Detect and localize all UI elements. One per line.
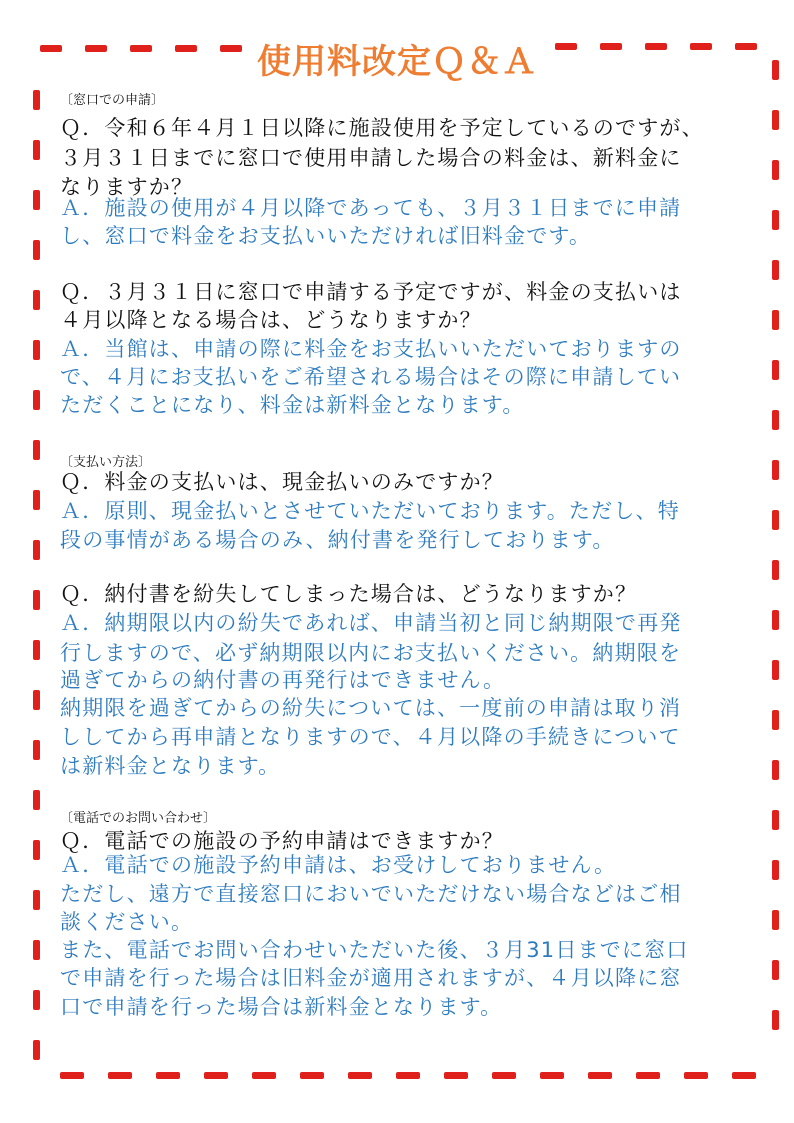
border-dash <box>33 190 40 210</box>
border-dash <box>772 360 779 380</box>
border-dash <box>156 1072 180 1079</box>
border-dash <box>772 810 779 830</box>
border-dash <box>772 560 779 580</box>
border-dash <box>772 260 779 280</box>
border-dash <box>772 410 779 430</box>
border-dash <box>33 690 40 710</box>
answer-line: Ａ．納期限以内の紛失であれば、申請当初と同じ納期限で再発 <box>60 611 682 635</box>
border-dash <box>636 1072 660 1079</box>
border-dash <box>772 660 779 680</box>
border-dash <box>348 1072 372 1079</box>
question-line: Ｑ．納付書を紛失してしまった場合は、どうなりますか？ <box>60 582 638 606</box>
answer-line: 口で申請を行った場合は新料金となります。 <box>60 995 503 1019</box>
question-line: Ｑ．令和６年４月１日以降に施設使用を予定しているのですが、 <box>60 116 704 140</box>
answer-line: ししてから再申請となりますので、４月以降の手続きについて <box>60 725 681 749</box>
page-title: 使用料改定Ｑ＆Ａ <box>257 42 537 82</box>
section-label: 〔支払い方法〕 <box>60 455 152 470</box>
border-dash <box>33 740 40 760</box>
border-dash <box>33 240 40 260</box>
border-dash <box>33 990 40 1010</box>
border-dash <box>772 310 779 330</box>
border-dash <box>33 540 40 560</box>
answer-line: Ａ．当館は、申請の際に料金をお支払いいただいておりますの <box>60 337 682 361</box>
answer-line: で申請を行った場合は旧料金が適用されますが、４月以降に窓 <box>60 966 682 990</box>
border-dash <box>108 1072 132 1079</box>
border-dash <box>588 1072 612 1079</box>
answer-line: ただし、遠方で直接窓口においでいただけない場合などはご相 <box>60 882 682 906</box>
border-dash <box>772 760 779 780</box>
border-dash <box>684 1072 708 1079</box>
border-dash <box>772 210 779 230</box>
border-dash <box>33 390 40 410</box>
border-dash <box>772 460 779 480</box>
question-line: ３月３１日までに窓口で使用申請した場合の料金は、新料金に <box>60 146 682 170</box>
answer-line: 行しますので、必ず納期限以内にお支払いください。納期限を <box>60 641 682 665</box>
border-dash <box>396 1072 420 1079</box>
border-dash <box>772 910 779 930</box>
answer-line: は新料金となります。 <box>60 754 281 778</box>
question-line: Ｑ．３月３１日に窓口で申請する予定ですが、料金の支払いは <box>60 280 682 304</box>
answer-line: で、４月にお支払いをご希望される場合はその際に申請してい <box>60 365 682 389</box>
answer-line: し、窓口で料金をお支払いいただければ旧料金です。 <box>60 224 592 248</box>
border-dash <box>772 860 779 880</box>
border-dash <box>252 1072 276 1079</box>
border-dash <box>204 1072 228 1079</box>
answer-line: 過ぎてからの納付書の再発行はできません。 <box>60 668 506 692</box>
answer-line: 談ください。 <box>60 910 194 934</box>
border-dash <box>33 140 40 160</box>
answer-line: Ａ．原則、現金払いとさせていただいております。ただし、特 <box>60 499 680 523</box>
border-dash <box>772 610 779 630</box>
border-dash <box>33 340 40 360</box>
border-dash <box>772 960 779 980</box>
answer-line: 納期限を過ぎてからの紛失については、一度前の申請は取り消 <box>60 696 682 720</box>
question-line: ４月以降となる場合は、どうなりますか？ <box>60 308 482 332</box>
question-line: なりますか？ <box>60 175 194 199</box>
border-dash <box>492 1072 516 1079</box>
question-line: Ｑ．料金の支払いは、現金払いのみですか？ <box>60 470 504 494</box>
answer-line: ただくことになり、料金は新料金となります。 <box>60 393 525 417</box>
section-label: 〔電話でのお問い合わせ〕 <box>60 811 217 826</box>
answer-line: Ａ．電話での施設予約申請は、お受けしておりません。 <box>60 853 617 877</box>
border-dash <box>33 790 40 810</box>
border-dash <box>33 290 40 310</box>
border-dash <box>33 590 40 610</box>
border-dash <box>33 890 40 910</box>
border-dash <box>33 90 40 110</box>
section-label: 〔窓口での申請〕 <box>60 93 165 108</box>
border-dash <box>60 1072 84 1079</box>
border-dash <box>772 160 779 180</box>
border-dash <box>772 1010 779 1030</box>
question-line: Ｑ．電話での施設の予約申請はできますか？ <box>60 829 504 853</box>
border-dash <box>33 840 40 860</box>
border-dash <box>772 110 779 130</box>
border-dash <box>540 1072 564 1079</box>
border-dash <box>33 640 40 660</box>
border-dash <box>33 940 40 960</box>
border-dash <box>33 1040 40 1060</box>
border-dash <box>772 510 779 530</box>
border-dash <box>444 1072 468 1079</box>
border-dash <box>300 1072 324 1079</box>
border-dash <box>33 440 40 460</box>
answer-line: また、電話でお問い合わせいただいた後、３月31日までに窓口 <box>60 938 689 962</box>
border-dash <box>772 710 779 730</box>
border-dash <box>33 490 40 510</box>
answer-line: Ａ．施設の使用が４月以降であっても、３月３１日までに申請 <box>60 196 682 220</box>
answer-line: 段の事情がある場合のみ、納付書を発行しております。 <box>60 528 615 552</box>
border-dash <box>732 1072 756 1079</box>
